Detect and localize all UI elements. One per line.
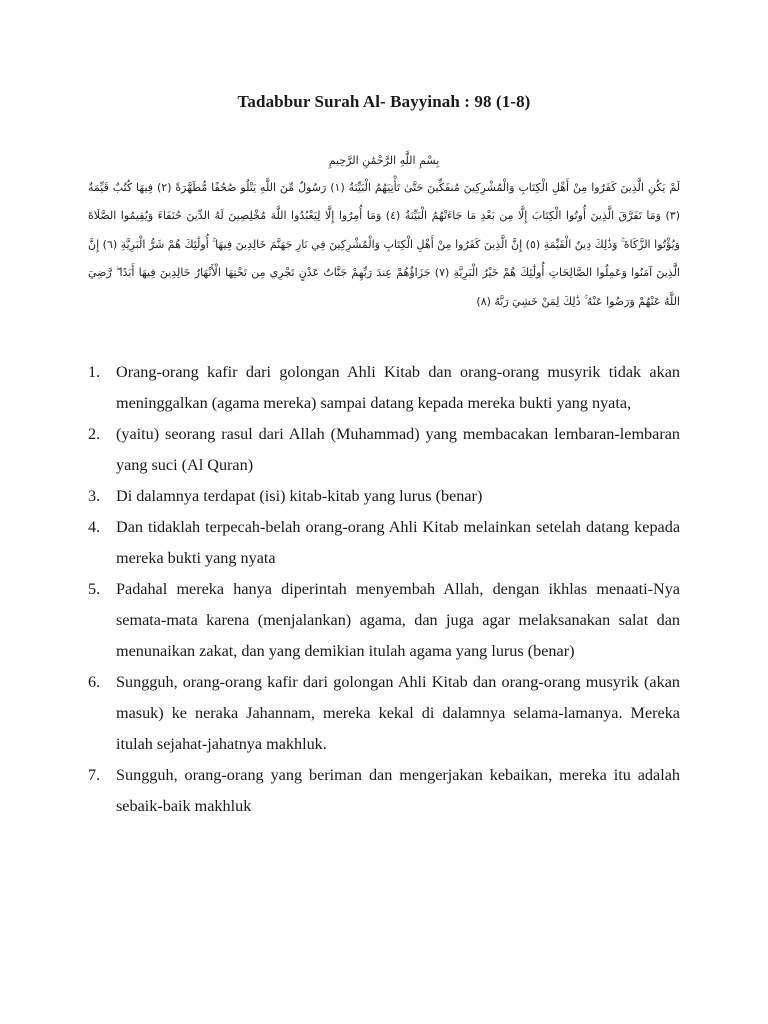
list-item-text: Sungguh, orang-orang yang beriman dan mengerjakan kebaikan, mereka itu adalah sebaik-baik makhluk [116,766,680,815]
list-item-number: 1. [88,363,101,381]
list-item [88,574,680,667]
list-item-text: Sungguh, orang-orang kafir dari golongan Ahli Kitab dan orang-orang musyrik (akan masuk) ke neraka Jahannam, mereka kekal di dalamnya selama-lamanya. Mereka itulah sejahat-jahatnya makhluk. [116,673,680,753]
list-item [88,357,680,419]
list-item-number: 5. [88,580,101,598]
list-item-number: 2. [88,425,101,443]
list-item-text: Di dalamnya terdapat (isi) kitab-kitab yang lurus (benar) [116,487,483,505]
arabic-text-block [88,150,680,316]
list-item [88,667,680,760]
list-item-text: Dan tidaklah terpecah-belah orang-orang Ahli Kitab melainkan setelah datang kepada mereka bukti yang nyata [116,518,680,567]
list-item [88,760,680,822]
list-item-text: Padahal mereka hanya diperintah menyembah Allah, dengan ikhlas menaati-Nya semata-mata karena (menjalankan) agama, dan juga agar melaksanakan salat dan menunaikan zakat, dan yang demikian itulah agama yang lurus (benar) [116,580,680,660]
list-item [88,512,680,574]
basmala-line: بِسْمِ اللَّهِ الرَّحْمَٰنِ الرَّحِيمِ [328,154,440,167]
list-item-text: (yaitu) seorang rasul dari Allah (Muhammad) yang membacakan lembaran-lembaran yang suci (Al Quran) [116,425,680,474]
translation-list [88,357,680,822]
list-item-number: 3. [88,487,101,505]
document-title: Tadabbur Surah Al- Bayyinah : 98 (1-8) [237,92,531,111]
list-item-text: Orang-orang kafir dari golongan Ahli Kitab dan orang-orang musyrik tidak akan meninggalkan (agama mereka) sampai datang kepada mereka bukti yang nyata, [116,363,680,412]
list-item [88,481,680,512]
list-item-number: 6. [88,673,101,691]
list-item [88,419,680,481]
arabic-verses: لَمْ يَكُنِ الَّذِينَ كَفَرُوا مِنْ أَهْلِ الْكِتَابِ وَالْمُشْرِكِينَ مُنفَكِّينَ حَتَّىٰ تَأْتِيَهُمُ الْبَيِّنَةُ (١) رَسُولٌ مِّنَ اللَّهِ يَتْلُو صُحُفًا مُّطَهَّرَةً (٢) فِيهَا كُتُبٌ قَيِّمَةٌ (٣) وَمَا تَفَرَّقَ الَّذِينَ أُوتُوا الْكِتَابَ إِلَّا مِن بَعْدِ مَا جَاءَتْهُمُ الْبَيِّنَةُ (٤) وَمَا أُمِرُوا إِلَّا لِيَعْبُدُوا اللَّهَ مُخْلِصِينَ لَهُ الدِّينَ حُنَفَاءَ وَيُقِيمُوا الصَّلَاةَ وَيُؤْتُوا الزَّكَاةَ ۚ وَذَٰلِكَ دِينُ الْقَيِّمَةِ (٥) إِنَّ الَّذِينَ كَفَرُوا مِنْ أَهْلِ الْكِتَابِ وَالْمُشْرِكِينَ فِي نَارِ جَهَنَّمَ خَالِدِينَ فِيهَا ۚ أُولَٰئِكَ هُمْ شَرُّ الْبَرِيَّةِ (٦) إِنَّ الَّذِينَ آمَنُوا وَعَمِلُوا الصَّالِحَاتِ أُولَٰئِكَ هُمْ خَيْرُ الْبَرِيَّةِ (٧) جَزَاؤُهُمْ عِندَ رَبِّهِمْ جَنَّاتُ عَدْنٍ تَجْرِي مِن تَحْتِهَا الْأَنْهَارُ خَالِدِينَ فِيهَا أَبَدًا ۖ رَّضِيَ اللَّهُ عَنْهُمْ وَرَضُوا عَنْهُ ۚ ذَٰلِكَ لِمَنْ خَشِيَ رَبَّهُ (٨) [88,181,680,308]
list-item-number: 4. [88,518,101,536]
list-item-number: 7. [88,766,101,784]
